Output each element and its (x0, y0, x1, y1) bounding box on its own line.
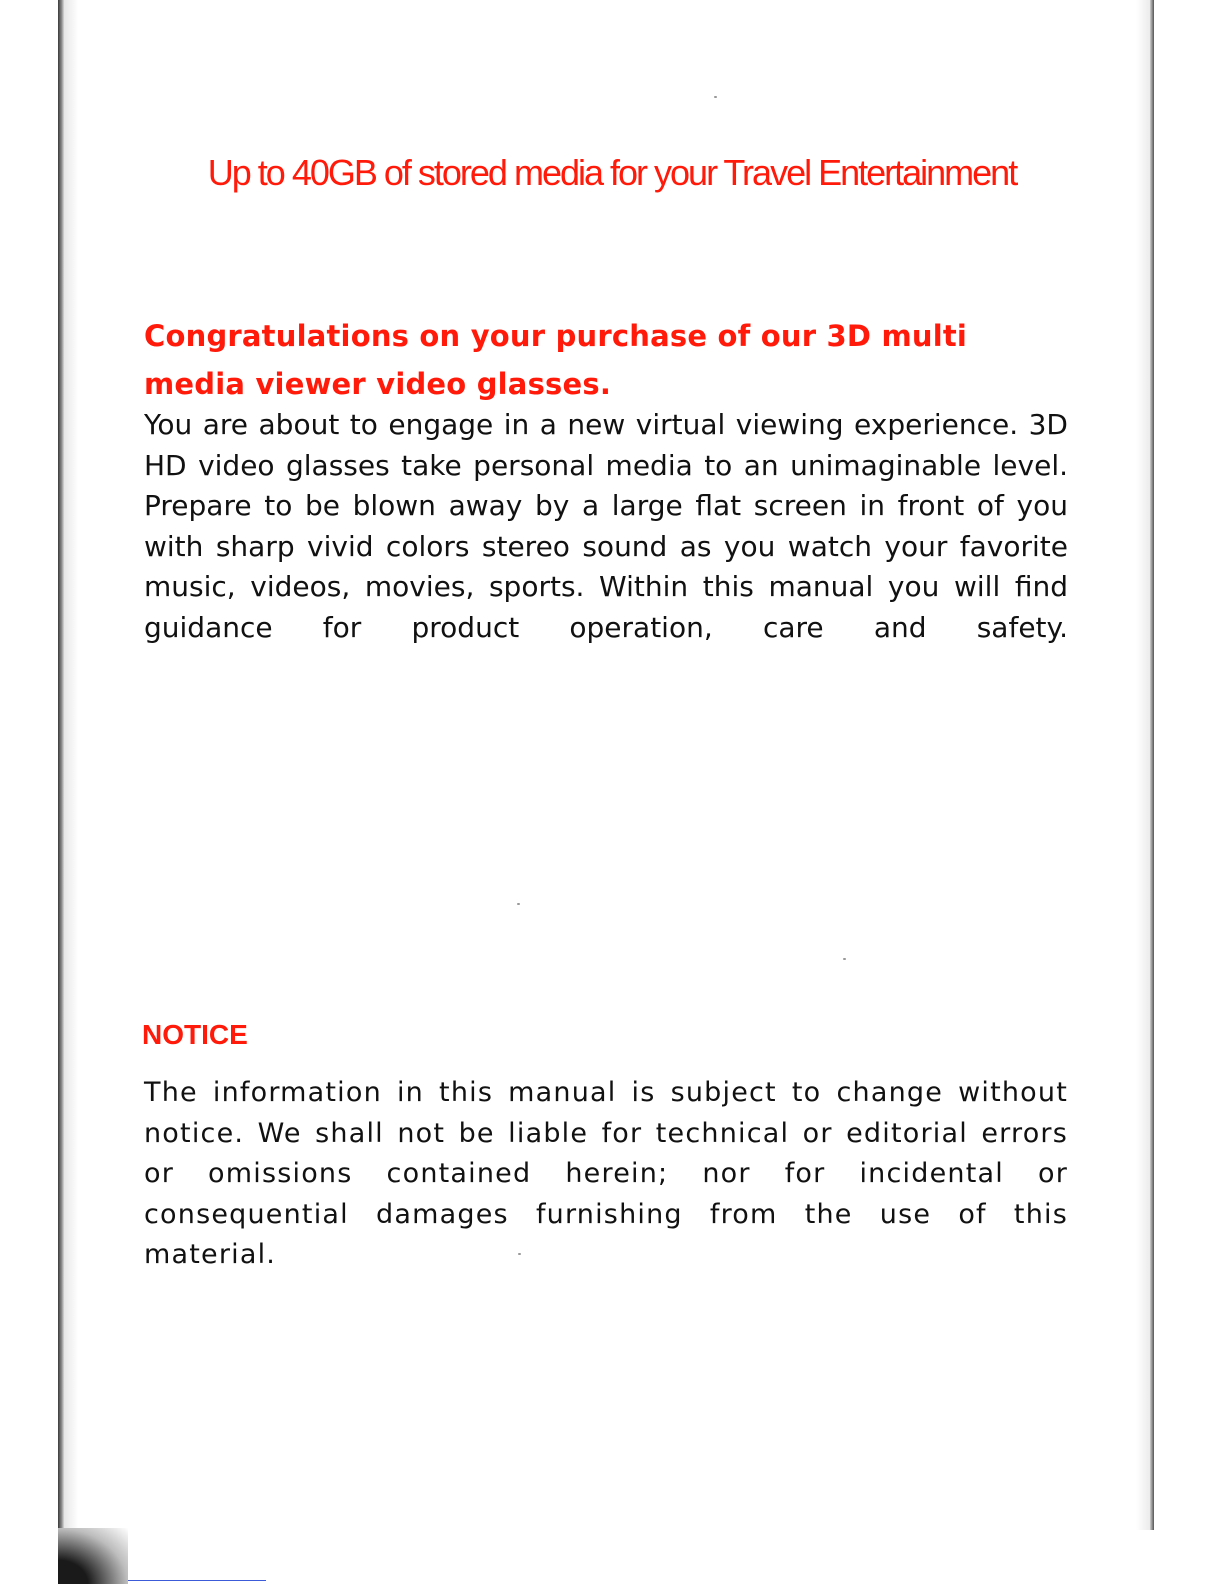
intro-paragraph: You are about to engage in a new virtual viewing experience. 3D HD video glasses take personal media to an unimaginable level. Prepare to be blown away by a large flat screen in front of you with sharp vivid colors stereo sound as you watch your favorite music, videos, movies, sports. Within this manual you will find guidance for product operation, care and safety. (144, 408, 1068, 644)
notice-body: The information in this manual is subject to change without notice. We shall not be liable for technical or editorial errors or omissions contained herein; nor for incidental or consequential damages furnishing from the use of this material. (144, 1077, 1068, 1270)
scan-edge-left-shadow (64, 0, 78, 1584)
congratulations-heading: Congratulations on your purchase of our 3D multi media viewer video glasses. (144, 319, 968, 401)
scan-edge-right-shadow (1136, 0, 1150, 1530)
scan-corner-shadow (58, 1528, 128, 1584)
scan-edge-right (1150, 0, 1154, 1530)
scan-speck (714, 96, 717, 98)
scan-speck (517, 903, 520, 905)
page-headline: Up to 40GB of stored media for your Travel Entertainment (207, 152, 1017, 193)
bottom-rule (128, 1580, 266, 1581)
scan-speck (843, 958, 846, 960)
notice-heading: NOTICE (142, 1019, 248, 1050)
